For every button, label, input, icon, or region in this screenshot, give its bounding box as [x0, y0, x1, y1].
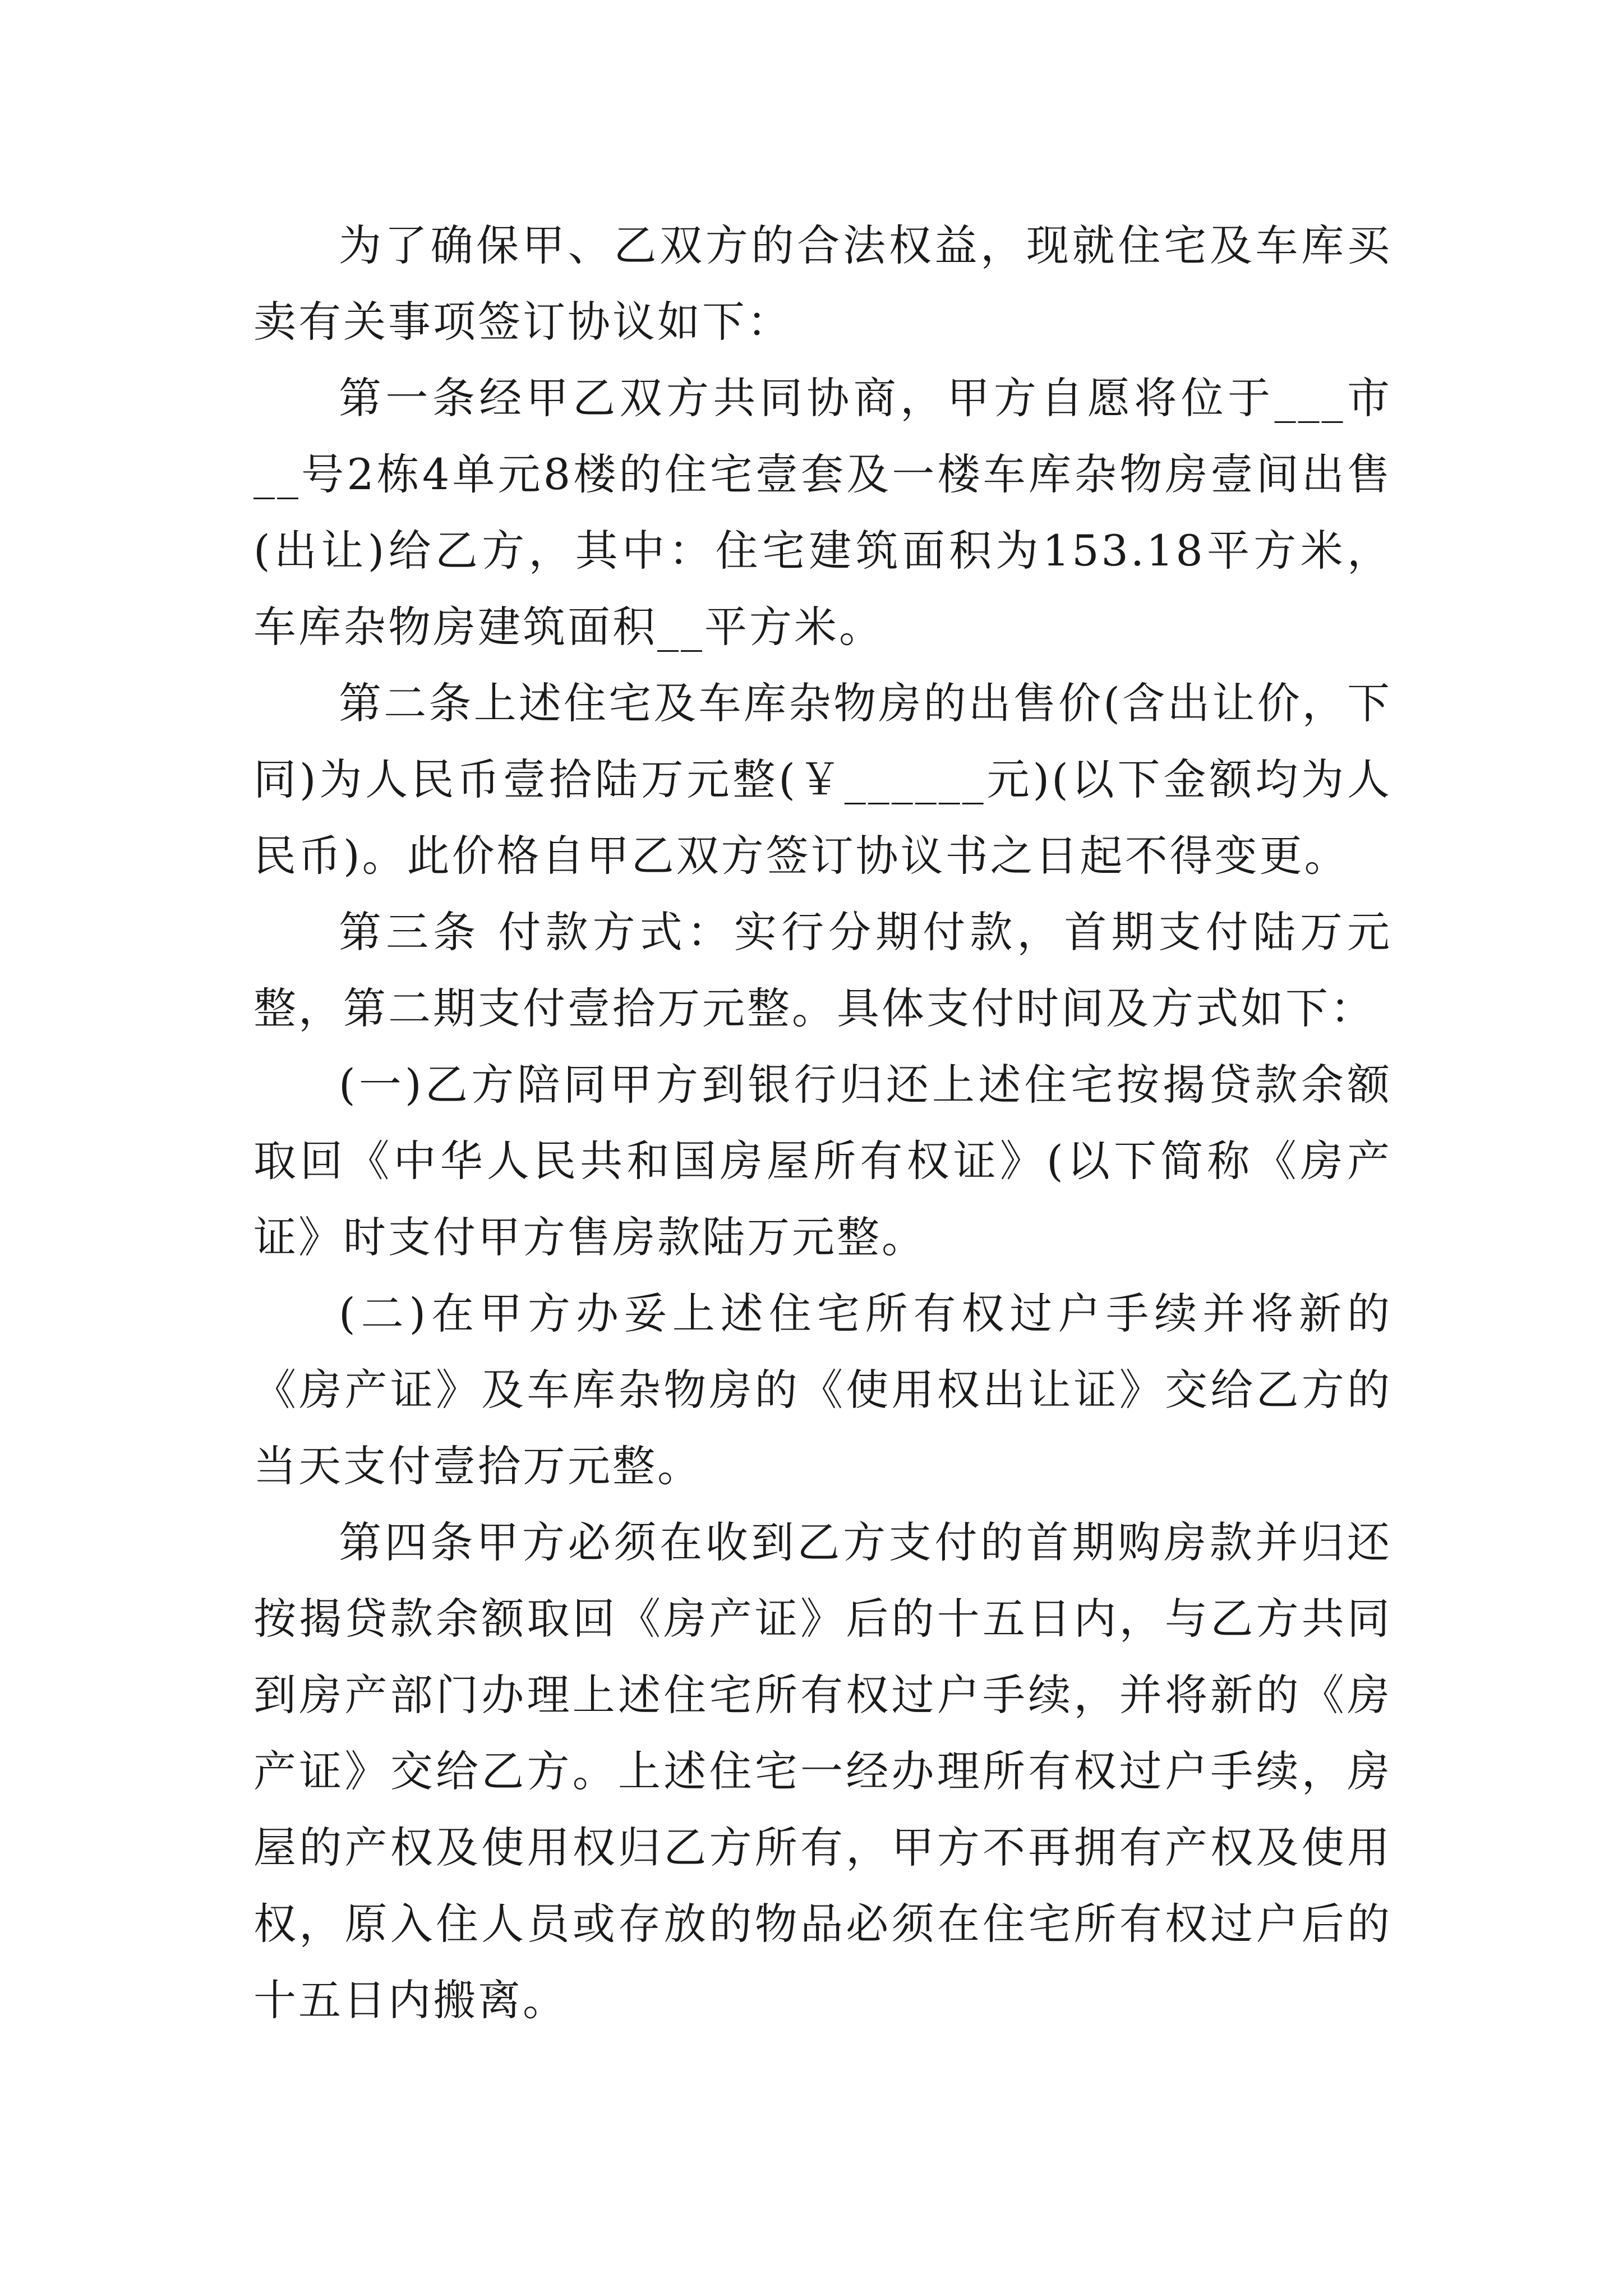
paragraph-intro: 为了确保甲、乙双方的合法权益，现就住宅及车库买卖有关事项签订协议如下：	[253, 220, 1392, 347]
paragraph-article-1: 第一条经甲乙双方共同协商，甲方自愿将位于___市__号2栋4单元8楼的住宅壹套及一楼车库杂物房壹间出售(出让)给乙方，其中：住宅建筑面积为153.18平方米，车库杂物房建筑面积__平方米。	[253, 373, 1392, 652]
paragraph-article-4: 第四条甲方必须在收到乙方支付的首期购房款并归还按揭贷款余额取回《房产证》后的十五日内，与乙方共同到房产部门办理上述住宅所有权过户手续，并将新的《房产证》交给乙方。上述住宅一经办理所有权过户手续，房屋的产权及使用权归乙方所有，甲方不再拥有产权及使用权，原入住人员或存放的物品必须在住宅所有权过户后的十五日内搬离。	[253, 1517, 1392, 2025]
paragraph-article-3: 第三条 付款方式：实行分期付款，首期支付陆万元整，第二期支付壹拾万元整。具体支付时间及方式如下：	[253, 907, 1392, 1033]
paragraph-article-2: 第二条上述住宅及车库杂物房的出售价(含出让价，下同)为人民币壹拾陆万元整(￥______元)(以下金额均为人民币)。此价格自甲乙双方签订协议书之日起不得变更。	[253, 678, 1392, 881]
paragraph-article-3-item-2: (二)在甲方办妥上述住宅所有权过户手续并将新的《房产证》及车库杂物房的《使用权出让证》交给乙方的当天支付壹拾万元整。	[253, 1289, 1392, 1491]
paragraph-article-3-item-1: (一)乙方陪同甲方到银行归还上述住宅按揭贷款余额取回《中华人民共和国房屋所有权证》(以下简称《房产证》时支付甲方售房款陆万元整。	[253, 1060, 1392, 1262]
document-body	[253, 208, 1392, 2039]
